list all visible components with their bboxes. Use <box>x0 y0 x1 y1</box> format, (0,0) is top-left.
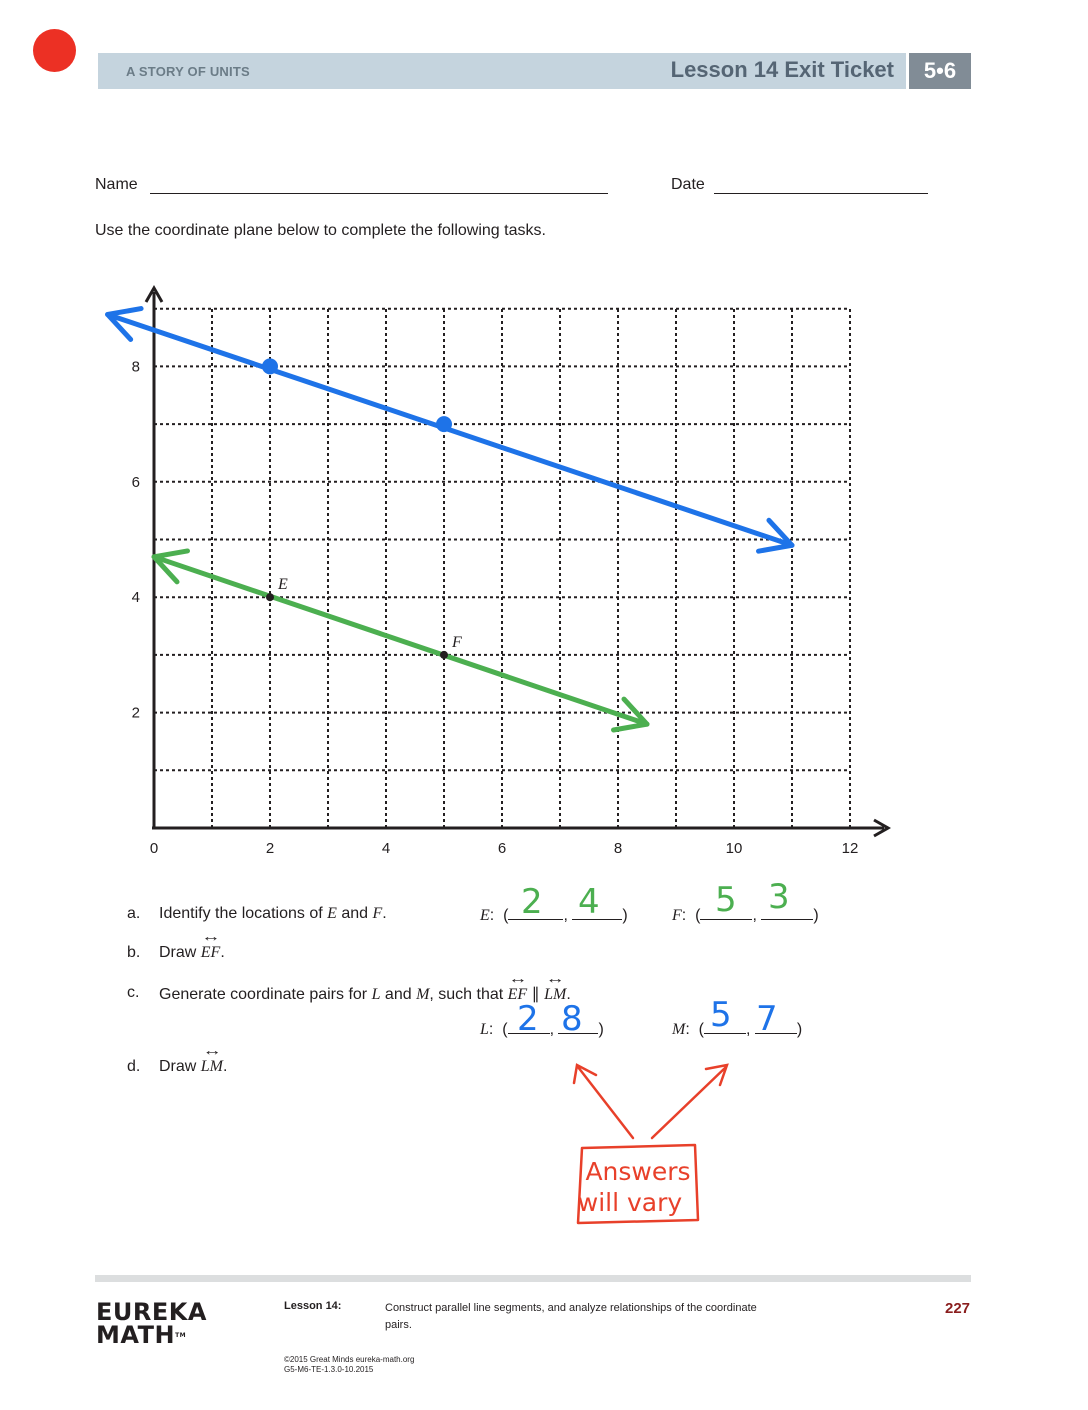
task-c-text-2: and <box>380 986 417 1003</box>
pair-f-label: F <box>672 907 682 924</box>
corner-dot <box>33 29 76 72</box>
red-arrow-right-icon <box>652 1065 727 1138</box>
document-code: G5-M6-TE-1.3.0-10.2015 <box>284 1365 374 1374</box>
pair-e: E: ( , ) <box>480 907 628 924</box>
task-a-period: . <box>382 905 387 922</box>
pair-e-label: E <box>480 907 490 924</box>
task-c-var-l: L <box>371 986 381 1003</box>
footer-lesson: Lesson 14: <box>284 1300 342 1312</box>
line-lm-point <box>262 358 278 374</box>
task-a-text-1: Identify the locations of <box>159 905 328 922</box>
point-label-e: E <box>278 576 288 594</box>
parallel-symbol: ∥ <box>527 986 545 1003</box>
page-title: Lesson 14 Exit Ticket <box>670 57 894 82</box>
name-label: Name <box>95 176 138 193</box>
answer-f-x: 5 <box>715 880 737 920</box>
red-arrow-left-icon <box>574 1065 633 1138</box>
pair-m-label: M <box>672 1021 686 1038</box>
task-a-text <box>159 905 387 923</box>
task-b-letter: b. <box>127 944 141 961</box>
instructions: Use the coordinate plane below to complete the following tasks. <box>95 222 546 239</box>
axes <box>146 288 888 836</box>
line-lm-point <box>436 416 452 432</box>
x-tick-label: 12 <box>841 840 859 857</box>
copyright-text: ©2015 Great Minds eureka-math.org <box>284 1355 415 1364</box>
page-number: 227 <box>945 1300 971 1317</box>
task-b-text-1: Draw <box>159 944 201 961</box>
task-a-letter: a. <box>127 905 141 922</box>
task-c-line-lm: ↔ LM <box>544 986 566 1004</box>
task-c-text <box>159 984 571 1004</box>
pair-l-label: L <box>480 1021 489 1038</box>
logo-line2: MATH <box>96 1321 176 1349</box>
y-tick-label: 6 <box>131 473 140 491</box>
task-c-text-3: , such that <box>429 986 508 1003</box>
task-b-line-ef: ↔ EF <box>201 944 221 962</box>
series-label: A STORY OF UNITS <box>126 64 250 79</box>
task-c-var-m: M <box>416 986 430 1003</box>
drawn-lines <box>108 309 792 730</box>
footer-description: Construct parallel line segments, and analyze relationships of the coordinate pairs. <box>385 1302 757 1331</box>
answer-e-y: 4 <box>578 882 600 922</box>
point-e <box>266 593 274 601</box>
task-a-text-2: and <box>336 905 373 922</box>
x-tick-label: 10 <box>725 840 743 857</box>
y-tick-label: 2 <box>131 704 140 722</box>
y-tick-label: 8 <box>131 358 140 376</box>
x-tick-label: 2 <box>265 840 275 857</box>
date-label: Date <box>671 176 705 193</box>
x-tick-label: 6 <box>497 840 507 857</box>
task-d-line-lm: ↔ LM <box>201 1058 223 1076</box>
task-d-period: . <box>223 1058 228 1075</box>
task-a-var-f: F <box>372 905 383 922</box>
answer-f-y: 3 <box>768 877 790 917</box>
task-b-text <box>159 944 225 962</box>
task-d-text <box>159 1058 227 1076</box>
line-ef-line <box>154 557 647 724</box>
task-c-period: . <box>566 986 571 1003</box>
point-label-f: F <box>452 633 462 651</box>
task-c-letter: c. <box>127 984 140 1001</box>
pair-l: L: ( , ) <box>480 1021 604 1038</box>
x-tick-labels <box>150 840 859 857</box>
x-tick-label: 8 <box>613 840 623 857</box>
line-lm-line <box>108 314 792 545</box>
logo-line1: EUREKA <box>96 1298 207 1326</box>
pair-m: M: ( , ) <box>672 1021 803 1038</box>
x-tick-label: 0 <box>149 840 159 857</box>
point-f <box>440 651 448 659</box>
task-c-text-1: Generate coordinate pairs for <box>159 986 372 1003</box>
annotation-line1: Answers <box>585 1157 691 1186</box>
task-d-text-1: Draw <box>159 1058 201 1075</box>
name-field[interactable] <box>150 193 608 194</box>
eureka-math-logo: EUREKA MATH™ <box>96 1298 207 1349</box>
y-tick-labels <box>132 358 140 721</box>
answer-l-x: 2 <box>517 999 539 1039</box>
date-field[interactable] <box>714 193 928 194</box>
answer-l-y: 8 <box>561 999 583 1039</box>
task-c-line-ef: ↔ EF <box>508 986 528 1004</box>
task-b-period: . <box>220 944 225 961</box>
answer-e-x: 2 <box>521 882 543 922</box>
task-d-letter: d. <box>127 1058 141 1075</box>
footer-copyright <box>284 1355 414 1375</box>
plot-points <box>266 576 462 659</box>
annotation-line2: will vary <box>577 1188 683 1217</box>
coordinate-plane <box>0 270 1000 870</box>
answer-m-y: 7 <box>756 999 778 1039</box>
x-tick-label: 4 <box>381 840 391 857</box>
pair-f: F: ( , ) <box>672 907 819 924</box>
task-a-var-e: E <box>327 905 337 922</box>
answer-m-x: 5 <box>710 995 732 1035</box>
grid <box>154 309 850 828</box>
grade-badge: 5•6 <box>909 53 971 89</box>
y-tick-label: 4 <box>131 589 140 607</box>
footer-rule <box>95 1275 971 1282</box>
answers-vary-annotation <box>560 1055 750 1235</box>
